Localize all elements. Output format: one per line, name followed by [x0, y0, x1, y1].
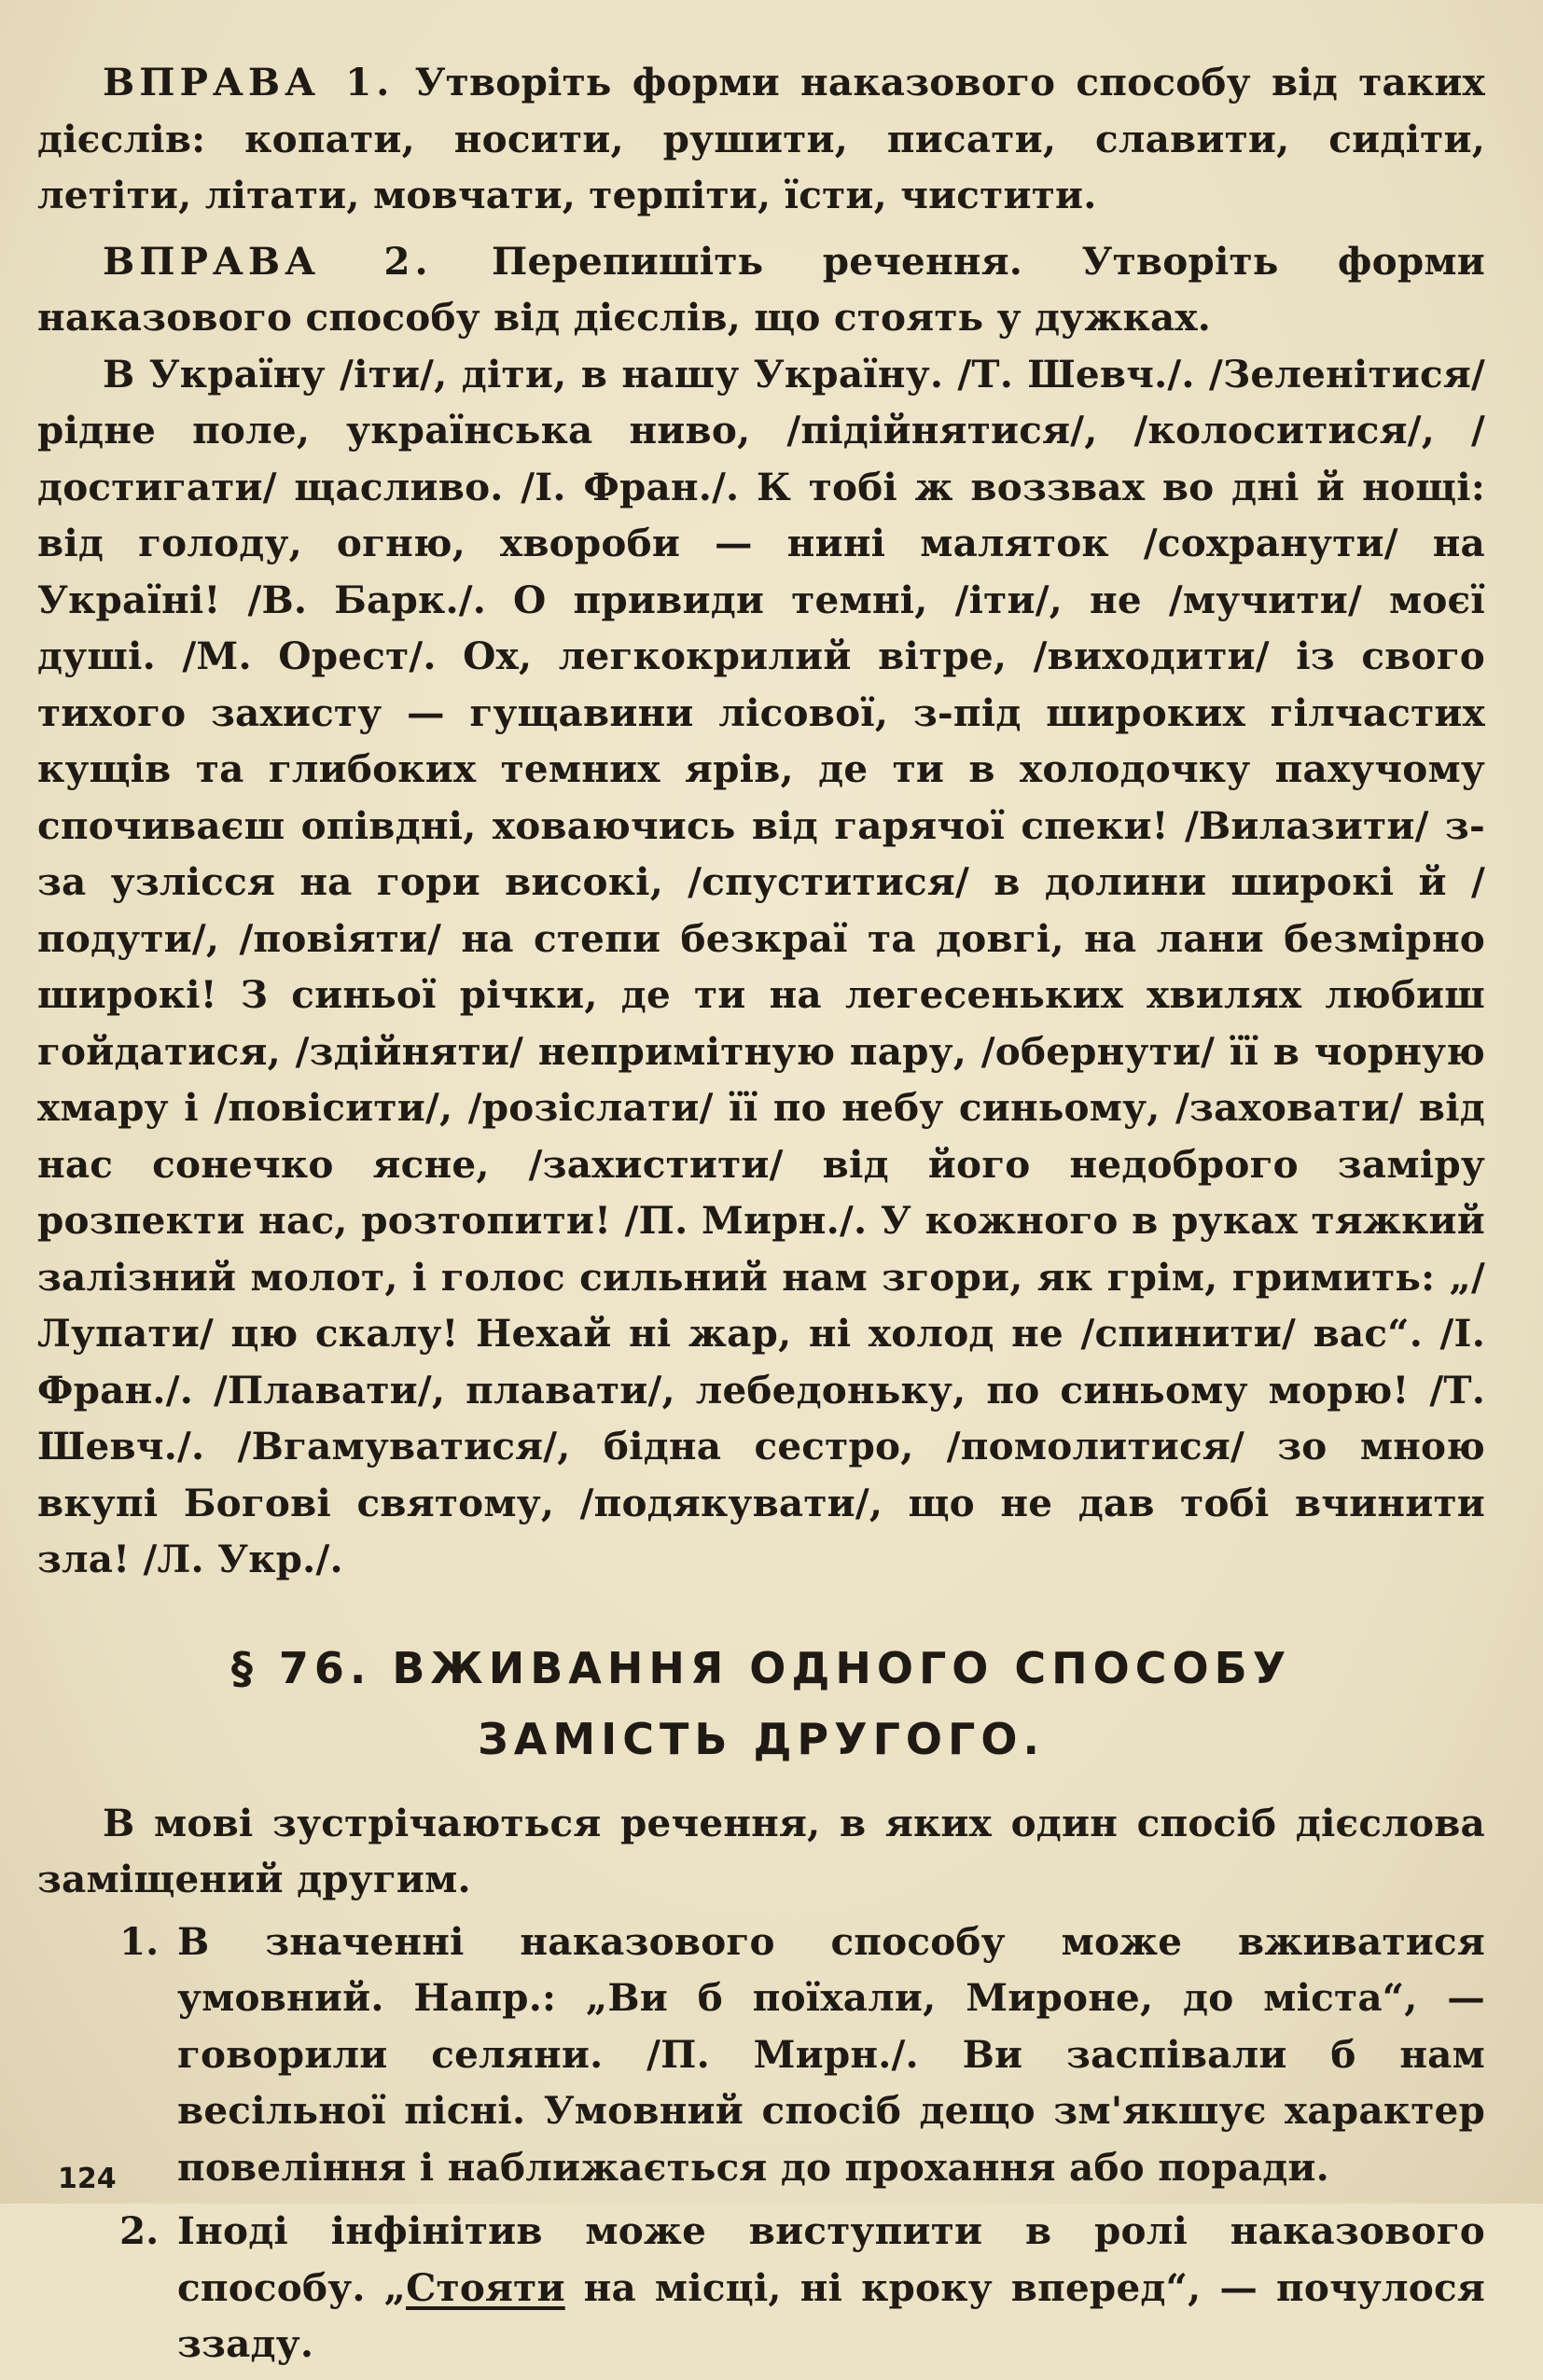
exercise-2-body: В Україну /іти/, діти, в нашу Україну. /Т. Шевч./. /Зеленітися/ рідне поле, українська ниво, /підійнятися/, /колоситися/, /достигати/ щасливо. /І. Фран./. К тобі ж воззвах во дні й нощі: від голоду, огню, хвороби — нині маляток /сохранути/ на Україні! /В. Барк./. О привиди темні, /іти/, не /мучити/ моєї душі. /М. Орест/. Ох, легкокрилий вітре, /виходити/ із свого тихого захисту — гущавини лісової, з-під широких гілчастих кущів та глибоких темних ярів, де ти в холодочку пахучому спочиваєш опівдні, ховаючись від гарячої спеки! /Вилазити/ з-за узлісся на гори високі, /спуститися/ в долини широкі й /подути/, /повіяти/ на степи безкраї та довгі, на лани безмірно широкі! З синьої річки, де ти на легесеньких хвилях любиш гойдатися, /здійняти/ непримітную пару, /обернути/ її в чорную хмару і /повісити/, /розіслати/ її по небу синьому, /заховати/ від нас сонечко ясне, /захистити/ від його недоброго заміру розпекти нас, розтопити! /П. Мирн./. У кожного в руках тяжкий залізний молот, і голос сильний нам згори, як грім, гримить: „/Лупати/ цю скалу! Нехай ні жар, ні холод не /спинити/ вас“. /І. Фран./. /Плавати/, плавати/, лебедоньку, по синьому морю! /Т. Шевч./. /Вгамуватися/, бідна сестро, /помолитися/ зо мною вкупі Богові святому, /подякувати/, що не дав тобі вчинити зла! /Л. Укр./.	[37, 351, 1485, 1581]
section-heading-line-1: § 76. ВЖИВАННЯ ОДНОГО СПОСОБУ	[230, 1642, 1292, 1693]
rule-2-text-before: Іноді інфінітив може виступити в ролі наказового способу.	[177, 2208, 1485, 2310]
section-intro: В мові зустрічаються речення, в яких один спосіб дієслова заміщений другим.	[37, 1800, 1485, 1901]
rule-list	[37, 1914, 1485, 2373]
exercise-2-label: ВПРАВА 2.	[103, 238, 433, 284]
rule-item-2	[37, 2203, 1485, 2373]
rule-2-underlined-word: Стояти	[406, 2264, 565, 2310]
exercise-2-task-text: Перепишіть речення. Утворіть форми наказового способу від дієслів, що стоять у дужках.	[37, 238, 1485, 340]
page-content	[37, 54, 1485, 2380]
rule-text-1: В значенні наказового способу може вживатися умовний. Напр.: „Ви б поїхали, Мироне, до міста“, — говорили селяни. /П. Мирн./. Ви заспівали б нам весільної пісні. Умовний спосіб дещо зм'якшує характер повеління і наближається до прохання або поради.	[177, 1918, 1485, 2190]
exercise-2-task	[37, 233, 1485, 346]
section-heading	[37, 1633, 1485, 1775]
rule-number-1: 1.	[119, 1918, 160, 1964]
exercise-1-label: ВПРАВА 1.	[103, 60, 395, 104]
page-number: 124	[58, 2163, 117, 2195]
exercise-1	[37, 54, 1485, 224]
section-heading-line-2: ЗАМІСТЬ ДРУГОГО.	[478, 1713, 1045, 1764]
rule-text-2	[177, 2203, 1485, 2373]
rule-2-quote-open: „	[383, 2264, 407, 2310]
rule-item-1	[37, 1914, 1485, 2196]
exercise-1-text: Утворіть форми наказового способу від таких дієслів: копати, носити, рушити, писати, славити, сидіти, летіти, літати, мовчати, терпіти, їсти, чистити.	[37, 60, 1486, 217]
rule-number-2: 2.	[119, 2208, 160, 2253]
rule-2-text-after: на місці, ні кроку вперед“, — почулося ззаду.	[177, 2264, 1485, 2366]
